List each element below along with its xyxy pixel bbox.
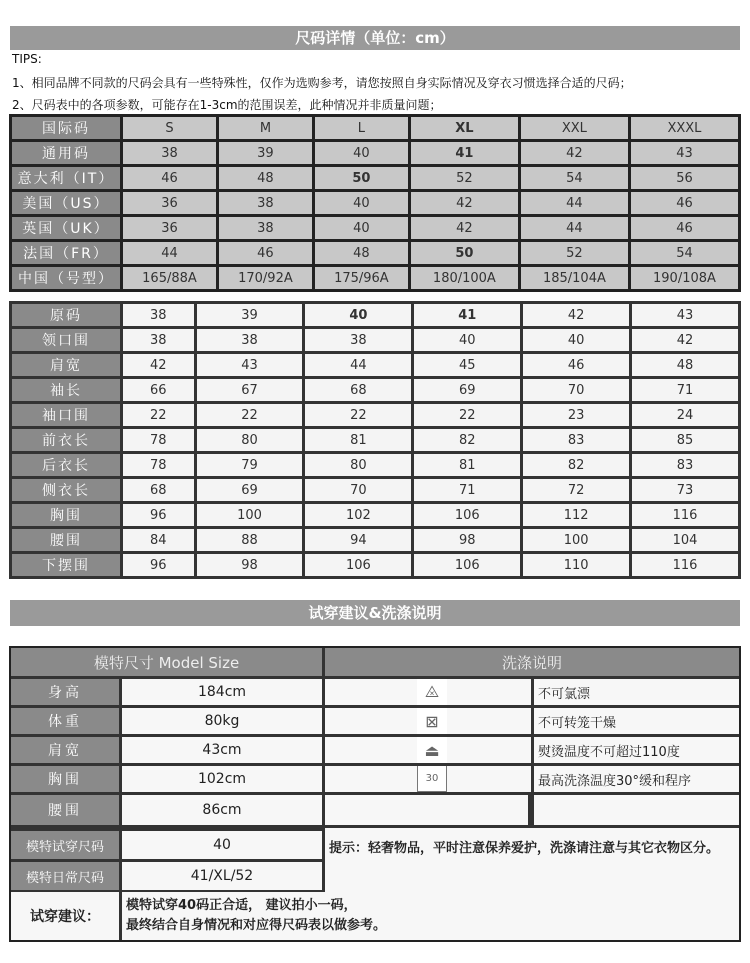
table-cell: 78 xyxy=(123,429,194,451)
table-cell: 40 xyxy=(305,304,411,326)
row-label: 英国（UK） xyxy=(12,217,120,239)
table-row xyxy=(12,454,738,476)
table-cell: 71 xyxy=(414,479,520,501)
table-cell: 190/108A xyxy=(631,267,738,289)
table-row xyxy=(12,479,738,501)
model-attr-label: 肩宽 xyxy=(11,737,119,763)
model-attr-value: 184cm xyxy=(122,679,322,705)
fit-wash-header: 试穿建议&洗涤说明 xyxy=(10,600,740,626)
model-wash-table xyxy=(9,646,741,942)
table-cell: 42 xyxy=(521,142,628,164)
table-cell: 46 xyxy=(631,217,738,239)
row-label: 法国（FR） xyxy=(12,242,120,264)
table-cell: 38 xyxy=(123,304,194,326)
wash-spacer xyxy=(447,679,531,705)
empty-cell xyxy=(534,795,739,825)
table-cell: 116 xyxy=(632,504,738,526)
advice-label: 试穿建议： xyxy=(11,892,119,940)
row-label: 原码 xyxy=(12,304,120,326)
wash-30-icon: 30 xyxy=(417,766,447,792)
table-cell: 43 xyxy=(197,354,303,376)
table-cell: S xyxy=(123,117,216,139)
table-cell: 98 xyxy=(197,554,303,576)
table-cell: 94 xyxy=(305,529,411,551)
table-cell: 46 xyxy=(523,354,629,376)
row-label: 国际码 xyxy=(12,117,120,139)
wash-icon-cell xyxy=(325,708,417,734)
table-cell: XL xyxy=(411,117,518,139)
row-label: 侧衣长 xyxy=(12,479,120,501)
table-cell: 40 xyxy=(315,142,408,164)
row-label: 中国（号型） xyxy=(12,267,120,289)
table-cell: 23 xyxy=(523,404,629,426)
table-cell: 110 xyxy=(523,554,629,576)
no-tumble-dry-icon: ⊠ xyxy=(417,708,447,734)
table-cell: 79 xyxy=(197,454,303,476)
table-row xyxy=(12,379,738,401)
table-cell: 70 xyxy=(305,479,411,501)
measurement-table xyxy=(9,301,741,579)
table-row xyxy=(12,554,738,576)
table-cell: 42 xyxy=(411,217,518,239)
table-cell: 96 xyxy=(123,504,194,526)
wash-instruction: 熨烫温度不可超过110度 xyxy=(534,737,739,763)
table-row xyxy=(12,242,738,264)
row-label: 袖长 xyxy=(12,379,120,401)
table-cell: 70 xyxy=(523,379,629,401)
table-cell: 106 xyxy=(414,554,520,576)
model-attr-value: 102cm xyxy=(122,766,322,792)
table-cell: 40 xyxy=(315,217,408,239)
tip-2: 2、尺码表中的各项参数，可能存在1-3cm的范围误差，此种情况并非质量问题； xyxy=(12,98,442,112)
table-cell: 56 xyxy=(631,167,738,189)
table-cell: 22 xyxy=(414,404,520,426)
table-cell: 41 xyxy=(414,304,520,326)
table-cell: 48 xyxy=(315,242,408,264)
model-attr-value: 43cm xyxy=(122,737,322,763)
wash-instruction: 不可氯漂 xyxy=(534,679,739,705)
wash-spacer xyxy=(447,737,531,763)
table-row xyxy=(12,404,738,426)
table-row xyxy=(12,192,738,214)
table-cell: 68 xyxy=(123,479,194,501)
table-cell: 38 xyxy=(123,329,194,351)
model-attr-value: 41/XL/52 xyxy=(122,862,322,890)
table-cell: 106 xyxy=(414,504,520,526)
table-cell: 41 xyxy=(411,142,518,164)
table-cell: 54 xyxy=(521,167,628,189)
table-cell: 82 xyxy=(414,429,520,451)
empty-cell xyxy=(325,795,528,825)
table-cell: 43 xyxy=(631,142,738,164)
table-cell: 52 xyxy=(411,167,518,189)
table-cell: 180/100A xyxy=(411,267,518,289)
model-attr-label: 体重 xyxy=(11,708,119,734)
table-cell: 48 xyxy=(219,167,312,189)
row-label: 肩宽 xyxy=(12,354,120,376)
table-cell: 71 xyxy=(632,379,738,401)
table-cell: 44 xyxy=(521,192,628,214)
row-label: 胸围 xyxy=(12,504,120,526)
table-cell: 68 xyxy=(305,379,411,401)
wash-instruction: 不可转笼干燥 xyxy=(534,708,739,734)
table-cell: 36 xyxy=(123,192,216,214)
wash-instruction: 最高洗涤温度30°缓和程序 xyxy=(534,766,739,792)
table-cell: 46 xyxy=(219,242,312,264)
table-cell: 43 xyxy=(632,304,738,326)
model-attr-label: 胸围 xyxy=(11,766,119,792)
table-cell: 54 xyxy=(631,242,738,264)
table-cell: 82 xyxy=(523,454,629,476)
table-cell: 50 xyxy=(315,167,408,189)
advice-line-1: 模特试穿40码正合适， 建议拍小一码， xyxy=(126,898,357,913)
model-attr-label: 腰围 xyxy=(11,795,119,825)
table-row xyxy=(12,304,738,326)
table-cell: 88 xyxy=(197,529,303,551)
row-label: 腰围 xyxy=(12,529,120,551)
table-cell: 44 xyxy=(123,242,216,264)
table-cell: 40 xyxy=(523,329,629,351)
table-cell: 38 xyxy=(219,192,312,214)
table-cell: 175/96A xyxy=(315,267,408,289)
table-cell: 85 xyxy=(632,429,738,451)
row-label: 前衣长 xyxy=(12,429,120,451)
row-label: 袖口围 xyxy=(12,404,120,426)
table-cell: 165/88A xyxy=(123,267,216,289)
table-cell: 81 xyxy=(414,454,520,476)
table-cell: 44 xyxy=(521,217,628,239)
table-cell: 96 xyxy=(123,554,194,576)
table-cell: 39 xyxy=(219,142,312,164)
table-cell: 102 xyxy=(305,504,411,526)
table-cell: 44 xyxy=(305,354,411,376)
table-cell: 38 xyxy=(123,142,216,164)
table-cell: 73 xyxy=(632,479,738,501)
table-cell: 100 xyxy=(197,504,303,526)
table-cell: XXL xyxy=(521,117,628,139)
tips-label: TIPS: xyxy=(12,52,42,66)
table-cell: 69 xyxy=(197,479,303,501)
row-label: 美国（US） xyxy=(12,192,120,214)
table-cell: 38 xyxy=(219,217,312,239)
table-cell: 40 xyxy=(414,329,520,351)
model-size-header: 模特尺寸 Model Size xyxy=(11,648,322,676)
table-row xyxy=(12,142,738,164)
row-label: 下摆围 xyxy=(12,554,120,576)
table-cell: 36 xyxy=(123,217,216,239)
table-cell: 39 xyxy=(197,304,303,326)
table-cell: 80 xyxy=(305,454,411,476)
table-cell: 24 xyxy=(632,404,738,426)
advice-line-2: 最终结合自身情况和对应得尺码表以做参考。 xyxy=(126,918,387,933)
size-conversion-table xyxy=(9,114,741,292)
size-details-header: 尺码详情（单位：cm） xyxy=(10,26,740,50)
model-attr-label: 身高 xyxy=(11,679,119,705)
wash-spacer xyxy=(447,766,531,792)
table-cell: 40 xyxy=(315,192,408,214)
model-attr-value: 86cm xyxy=(122,795,322,825)
advice-text xyxy=(122,892,739,940)
table-cell: 116 xyxy=(632,554,738,576)
wash-spacer xyxy=(447,708,531,734)
table-cell: 80 xyxy=(197,429,303,451)
table-cell: 46 xyxy=(631,192,738,214)
iron-icon: ⏏ xyxy=(417,737,447,763)
tip-1: 1、相同品牌不同款的尺码会具有一些特殊性，仅作为选购参考，请您按照自身实际情况及穿衣习惯选择合适的尺码； xyxy=(12,76,632,90)
wash-icon-cell xyxy=(325,679,417,705)
table-cell: 42 xyxy=(523,304,629,326)
table-cell: 52 xyxy=(521,242,628,264)
wash-header: 洗涤说明 xyxy=(325,648,739,676)
table-row xyxy=(12,354,738,376)
model-attr-value: 80kg xyxy=(122,708,322,734)
table-cell: 22 xyxy=(305,404,411,426)
table-row xyxy=(12,529,738,551)
table-cell: 98 xyxy=(414,529,520,551)
table-cell: 42 xyxy=(632,329,738,351)
table-cell: 66 xyxy=(123,379,194,401)
table-cell: 69 xyxy=(414,379,520,401)
table-cell: 84 xyxy=(123,529,194,551)
row-label: 意大利（IT） xyxy=(12,167,120,189)
table-cell: 78 xyxy=(123,454,194,476)
table-cell: 45 xyxy=(414,354,520,376)
table-cell: 100 xyxy=(523,529,629,551)
table-cell: 67 xyxy=(197,379,303,401)
table-cell: XXXL xyxy=(631,117,738,139)
table-cell: 170/92A xyxy=(219,267,312,289)
table-row xyxy=(12,117,738,139)
table-cell: 104 xyxy=(632,529,738,551)
row-label: 后衣长 xyxy=(12,454,120,476)
table-cell: 112 xyxy=(523,504,629,526)
table-cell: 185/104A xyxy=(521,267,628,289)
table-cell: 83 xyxy=(523,429,629,451)
wash-icon-cell xyxy=(325,737,417,763)
table-row xyxy=(12,167,738,189)
table-cell: 22 xyxy=(197,404,303,426)
table-cell: 46 xyxy=(123,167,216,189)
table-row xyxy=(12,504,738,526)
table-row xyxy=(12,217,738,239)
row-label: 通用码 xyxy=(12,142,120,164)
table-cell: 22 xyxy=(123,404,194,426)
table-cell: 81 xyxy=(305,429,411,451)
table-cell: 50 xyxy=(411,242,518,264)
table-cell: 83 xyxy=(632,454,738,476)
table-cell: 72 xyxy=(523,479,629,501)
model-attr-value: 40 xyxy=(122,831,322,859)
table-cell: 42 xyxy=(123,354,194,376)
row-label: 领口围 xyxy=(12,329,120,351)
no-bleach-icon: ⨻ xyxy=(417,679,447,705)
table-cell: 38 xyxy=(305,329,411,351)
table-cell: L xyxy=(315,117,408,139)
table-cell: M xyxy=(219,117,312,139)
model-attr-label: 模特日常尺码 xyxy=(11,862,119,890)
table-row xyxy=(12,429,738,451)
table-cell: 48 xyxy=(632,354,738,376)
table-cell: 42 xyxy=(411,192,518,214)
care-note: 提示：轻奢物品，平时注意保养爱护，洗涤请注意与其它衣物区分。 xyxy=(325,828,739,900)
table-row xyxy=(12,329,738,351)
table-cell: 38 xyxy=(197,329,303,351)
model-attr-label: 模特试穿尺码 xyxy=(11,831,119,859)
table-cell: 106 xyxy=(305,554,411,576)
table-row xyxy=(12,267,738,289)
wash-icon-cell xyxy=(325,766,417,792)
